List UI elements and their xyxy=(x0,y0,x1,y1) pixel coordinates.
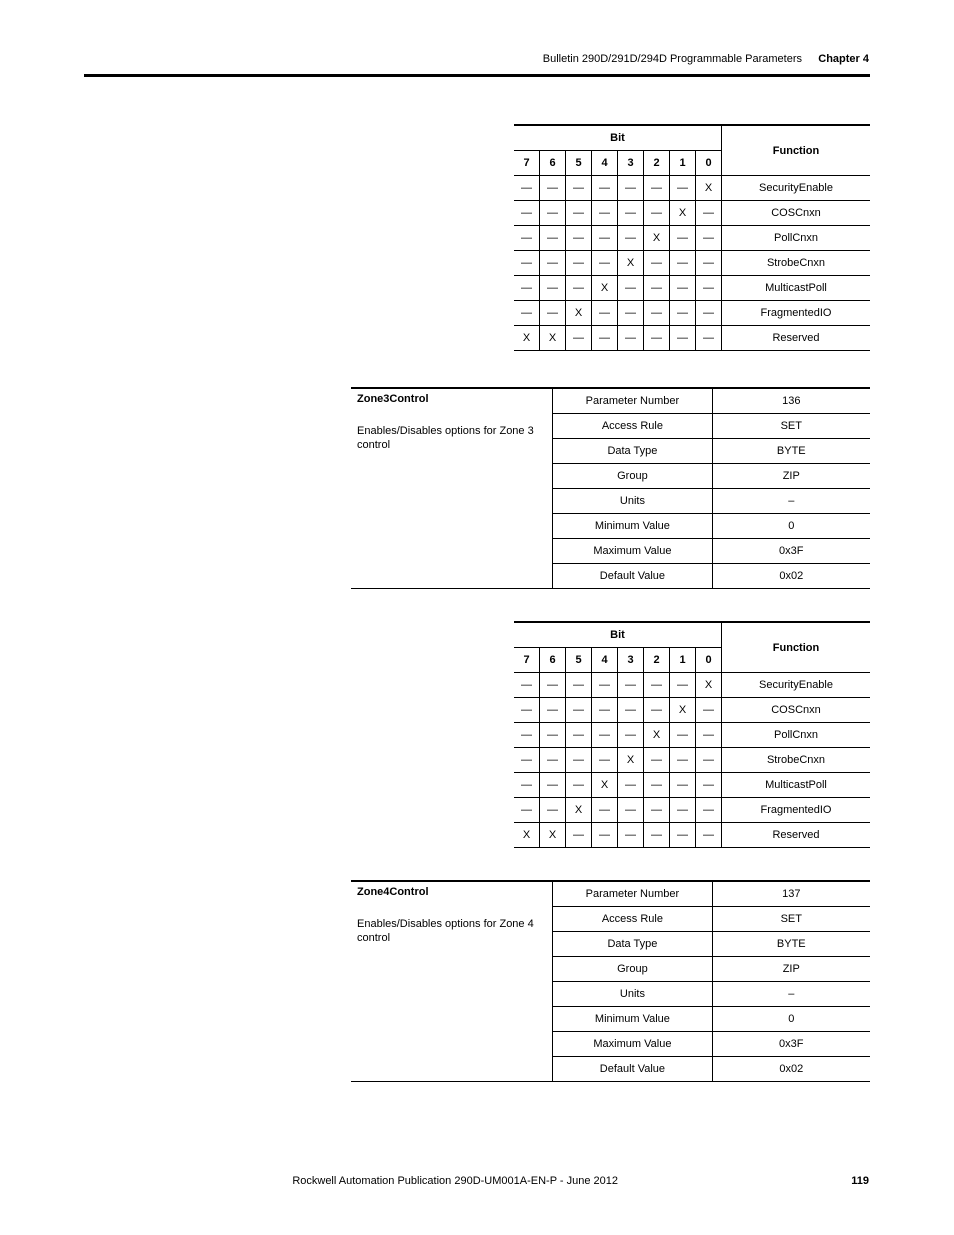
table-row xyxy=(514,798,870,823)
function-cell: SecurityEnable xyxy=(722,176,871,201)
bit-number: 5 xyxy=(566,151,592,176)
table-row xyxy=(514,301,870,326)
table-row xyxy=(514,748,870,773)
bit-cell: — xyxy=(514,276,540,301)
bit-cell: — xyxy=(644,301,670,326)
bit-number: 6 xyxy=(540,151,566,176)
bit-cell: — xyxy=(540,798,566,823)
bit-cell: X xyxy=(592,276,618,301)
bit-cell: — xyxy=(670,176,696,201)
bit-cell: — xyxy=(514,201,540,226)
bit-table-header-row xyxy=(514,125,870,151)
bit-number: 0 xyxy=(696,151,722,176)
bit-cell: — xyxy=(644,176,670,201)
bit-cell: — xyxy=(566,326,592,351)
property-value: SET xyxy=(712,907,870,932)
bit-cell: — xyxy=(514,301,540,326)
parameter-name: Zone3Control xyxy=(357,393,429,405)
bit-cell: — xyxy=(540,673,566,698)
bit-cell: — xyxy=(618,698,644,723)
function-cell: COSCnxn xyxy=(722,698,871,723)
property-label: Access Rule xyxy=(553,414,712,439)
bit-cell: X xyxy=(514,326,540,351)
bit-cell: — xyxy=(514,176,540,201)
function-cell: SecurityEnable xyxy=(722,673,871,698)
bit-cell: X xyxy=(540,823,566,848)
parameter-description: Enables/Disables options for Zone 4 control xyxy=(357,918,534,944)
bit-cell: — xyxy=(670,798,696,823)
bit-number: 6 xyxy=(540,648,566,673)
table-row xyxy=(514,773,870,798)
table-row xyxy=(514,226,870,251)
property-value: 0x3F xyxy=(712,539,870,564)
bit-cell: — xyxy=(514,251,540,276)
bit-cell: X xyxy=(696,176,722,201)
bit-cell: — xyxy=(644,748,670,773)
table-row xyxy=(351,881,870,907)
bit-cell: — xyxy=(618,226,644,251)
bit-cell: — xyxy=(670,723,696,748)
bit-cell: — xyxy=(592,226,618,251)
table-row xyxy=(351,388,870,414)
table-row xyxy=(514,326,870,351)
param-table-zone4 xyxy=(351,880,870,1082)
function-cell: COSCnxn xyxy=(722,201,871,226)
property-value: BYTE xyxy=(712,932,870,957)
page-number: 119 xyxy=(851,1175,869,1187)
bit-cell: — xyxy=(644,326,670,351)
property-label: Default Value xyxy=(553,564,712,589)
bit-cell: — xyxy=(566,201,592,226)
property-label: Data Type xyxy=(553,932,712,957)
bit-cell: — xyxy=(540,748,566,773)
parameter-description: Enables/Disables options for Zone 3 control xyxy=(357,425,534,451)
bit-cell: — xyxy=(566,251,592,276)
bit-cell: — xyxy=(566,823,592,848)
parameter-description-cell xyxy=(351,881,553,1082)
property-label: Minimum Value xyxy=(553,1007,712,1032)
property-label: Units xyxy=(553,489,712,514)
property-value: – xyxy=(712,489,870,514)
bit-cell: — xyxy=(514,226,540,251)
bit-cell: — xyxy=(644,276,670,301)
bit-table-1 xyxy=(514,124,870,351)
bit-cell: — xyxy=(618,723,644,748)
bit-table-2 xyxy=(514,621,870,848)
bit-cell: — xyxy=(618,276,644,301)
header-chapter: Chapter 4 xyxy=(818,53,869,65)
bit-cell: — xyxy=(514,798,540,823)
bit-cell: — xyxy=(514,748,540,773)
property-label: Maximum Value xyxy=(553,539,712,564)
header-title: Bulletin 290D/291D/294D Programmable Parameters xyxy=(542,53,802,65)
property-label: Data Type xyxy=(553,439,712,464)
bit-cell: — xyxy=(592,798,618,823)
function-cell: MulticastPoll xyxy=(722,276,871,301)
bit-cell: — xyxy=(540,201,566,226)
table-row xyxy=(514,723,870,748)
table-row xyxy=(514,251,870,276)
bit-header: Bit xyxy=(514,125,722,151)
bit-cell: — xyxy=(514,698,540,723)
property-label: Default Value xyxy=(553,1057,712,1082)
bit-number: 7 xyxy=(514,648,540,673)
bit-cell: — xyxy=(566,673,592,698)
bit-cell: X xyxy=(618,251,644,276)
bit-cell: X xyxy=(592,773,618,798)
bit-cell: — xyxy=(670,301,696,326)
property-label: Access Rule xyxy=(553,907,712,932)
property-value: – xyxy=(712,982,870,1007)
bit-cell: X xyxy=(566,798,592,823)
bit-cell: — xyxy=(670,226,696,251)
bit-header: Bit xyxy=(514,622,722,648)
bit-cell: — xyxy=(618,673,644,698)
bit-cell: X xyxy=(670,201,696,226)
bit-cell: X xyxy=(566,301,592,326)
property-value: SET xyxy=(712,414,870,439)
bit-cell: — xyxy=(618,823,644,848)
bit-cell: — xyxy=(566,698,592,723)
function-cell: PollCnxn xyxy=(722,226,871,251)
property-value: ZIP xyxy=(712,957,870,982)
property-label: Maximum Value xyxy=(553,1032,712,1057)
bit-cell: — xyxy=(644,251,670,276)
property-value: 0x02 xyxy=(779,1063,804,1075)
param-table-zone3 xyxy=(351,387,870,589)
bit-cell: — xyxy=(540,176,566,201)
bit-cell: — xyxy=(670,823,696,848)
bit-cell: X xyxy=(618,748,644,773)
property-value: 136 xyxy=(712,388,870,414)
bit-number: 5 xyxy=(566,648,592,673)
bit-cell: — xyxy=(540,301,566,326)
function-cell: StrobeCnxn xyxy=(722,251,871,276)
bit-cell: — xyxy=(696,773,722,798)
bit-cell: — xyxy=(592,823,618,848)
property-label: Parameter Number xyxy=(553,388,712,414)
bit-cell: — xyxy=(618,326,644,351)
bit-cell: — xyxy=(644,201,670,226)
property-value: 0x3F xyxy=(712,1032,870,1057)
table-row xyxy=(514,673,870,698)
bit-number: 4 xyxy=(592,151,618,176)
parameter-description-cell xyxy=(351,388,553,589)
bit-cell: — xyxy=(592,251,618,276)
bit-cell: — xyxy=(566,276,592,301)
bit-number: 3 xyxy=(618,648,644,673)
bit-cell: — xyxy=(592,673,618,698)
bit-cell: — xyxy=(644,698,670,723)
bit-cell: — xyxy=(670,673,696,698)
bit-cell: — xyxy=(540,226,566,251)
bit-cell: — xyxy=(566,226,592,251)
page-footer xyxy=(0,1175,954,1191)
function-header: Function xyxy=(722,125,871,176)
bit-cell: — xyxy=(670,773,696,798)
footer-publication: Rockwell Automation Publication 290D-UM001A-EN-P - June 2012 xyxy=(292,1175,618,1187)
bit-cell: — xyxy=(592,326,618,351)
bit-cell: — xyxy=(540,251,566,276)
bit-cell: — xyxy=(592,201,618,226)
property-value: 0 xyxy=(712,1007,870,1032)
bit-cell: — xyxy=(670,326,696,351)
bit-cell: X xyxy=(540,326,566,351)
bit-cell: — xyxy=(618,301,644,326)
bit-cell: — xyxy=(696,226,722,251)
property-value: 0 xyxy=(712,514,870,539)
bit-number: 4 xyxy=(592,648,618,673)
bit-cell: — xyxy=(696,301,722,326)
bit-number: 0 xyxy=(696,648,722,673)
property-label: Units xyxy=(553,982,712,1007)
bit-number: 2 xyxy=(644,151,670,176)
bit-cell: — xyxy=(696,326,722,351)
bit-cell: — xyxy=(696,723,722,748)
bit-cell: — xyxy=(670,251,696,276)
property-label: Parameter Number xyxy=(553,881,712,907)
bit-cell: — xyxy=(540,698,566,723)
bit-table-header-row xyxy=(514,622,870,648)
bit-cell: — xyxy=(696,276,722,301)
bit-cell: — xyxy=(618,798,644,823)
bit-cell: X xyxy=(670,698,696,723)
bit-cell: — xyxy=(592,176,618,201)
bit-number: 3 xyxy=(618,151,644,176)
page-header xyxy=(0,53,954,69)
bit-cell: — xyxy=(696,201,722,226)
property-value: ZIP xyxy=(712,464,870,489)
bit-cell: X xyxy=(644,723,670,748)
function-cell: FragmentedIO xyxy=(722,301,871,326)
header-rule xyxy=(84,74,870,77)
function-cell: PollCnxn xyxy=(722,723,871,748)
bit-cell: — xyxy=(514,673,540,698)
bit-cell: — xyxy=(696,798,722,823)
bit-number: 2 xyxy=(644,648,670,673)
property-label: Group xyxy=(553,464,712,489)
parameter-name: Zone4Control xyxy=(357,886,429,898)
bit-cell: — xyxy=(644,773,670,798)
bit-cell: — xyxy=(566,723,592,748)
property-value: BYTE xyxy=(712,439,870,464)
function-cell: StrobeCnxn xyxy=(722,748,871,773)
function-cell: Reserved xyxy=(722,326,871,351)
bit-cell: X xyxy=(514,823,540,848)
bit-cell: — xyxy=(592,698,618,723)
table-row xyxy=(514,276,870,301)
bit-cell: — xyxy=(540,773,566,798)
function-cell: FragmentedIO xyxy=(722,798,871,823)
bit-cell: — xyxy=(644,673,670,698)
bit-cell: — xyxy=(592,723,618,748)
bit-cell: X xyxy=(644,226,670,251)
bit-cell: — xyxy=(618,176,644,201)
bit-cell: — xyxy=(618,201,644,226)
bit-cell: — xyxy=(618,773,644,798)
bit-cell: — xyxy=(670,276,696,301)
table-row xyxy=(514,201,870,226)
property-value: 0x02 xyxy=(779,570,804,582)
table-row xyxy=(514,698,870,723)
bit-cell: — xyxy=(696,698,722,723)
bit-cell: — xyxy=(670,748,696,773)
bit-cell: — xyxy=(644,823,670,848)
bit-number: 1 xyxy=(670,648,696,673)
bit-cell: — xyxy=(566,748,592,773)
bit-cell: — xyxy=(566,773,592,798)
property-value: 137 xyxy=(712,881,870,907)
table-row xyxy=(514,176,870,201)
bit-cell: — xyxy=(644,798,670,823)
bit-cell: — xyxy=(566,176,592,201)
bit-cell: — xyxy=(592,301,618,326)
function-cell: MulticastPoll xyxy=(722,773,871,798)
bit-cell: — xyxy=(540,723,566,748)
bit-cell: — xyxy=(514,773,540,798)
property-label: Minimum Value xyxy=(553,514,712,539)
bit-number: 7 xyxy=(514,151,540,176)
function-cell: Reserved xyxy=(722,823,871,848)
function-header: Function xyxy=(722,622,871,673)
bit-cell: — xyxy=(696,251,722,276)
bit-cell: — xyxy=(592,748,618,773)
table-row xyxy=(514,823,870,848)
bit-cell: — xyxy=(514,723,540,748)
bit-cell: X xyxy=(696,673,722,698)
bit-cell: — xyxy=(540,276,566,301)
bit-number: 1 xyxy=(670,151,696,176)
property-label: Group xyxy=(553,957,712,982)
bit-cell: — xyxy=(696,823,722,848)
bit-cell: — xyxy=(696,748,722,773)
